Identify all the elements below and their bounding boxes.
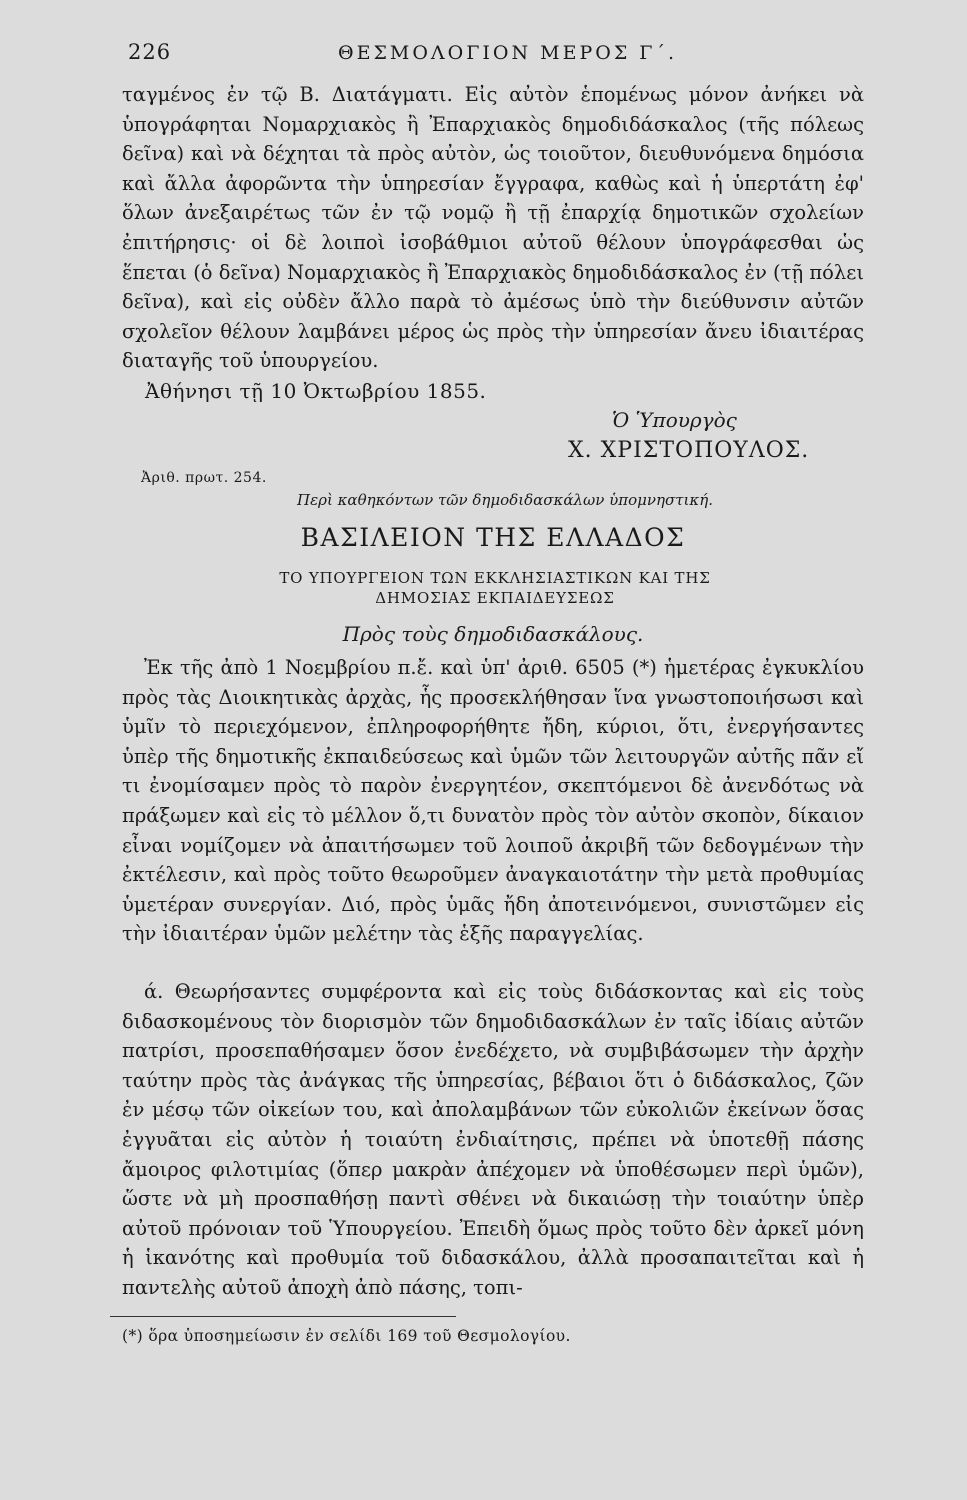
paragraph-continuation: ταγμένος ἐν τῷ Β. Διατάγματι. Εἰς αὐτὸν ἑπομένως μόνον ἀνήκει νὰ ὑπογράφηται Νομαρχιακὸς ἢ Ἐπαρχιακὸς δημοδιδάσκαλος (τῆς πόλεως δεῖνα) καὶ νὰ δέχηται τὰ πρὸς αὐτὸν, ὡς τοιοῦτον, διευθυνόμενα δημόσια καὶ ἄλλα ἀφορῶντα τὴν ὑπηρεσίαν ἔγγραφα, καθὼς καὶ ἡ ὑπερτάτη ἐφ' ὅλων ἀνεξαιρέτως τῶν ἐν τῷ νομῷ ἢ τῇ ἐπαρχίᾳ δημοτικῶν σχολείων ἐπιτήρησις· οἱ δὲ λοιποὶ ἰσοβάθμιοι αὐτοῦ θέλουν ὑπογράφεσθαι ὡς ἕπεται (ὁ δεῖνα) Νομαρχιακὸς ἢ Ἐπαρχιακὸς δημοδιδάσκαλος ἐν (τῇ πόλει δεῖνα), καὶ εἰς οὐδὲν ἄλλο παρὰ τὸ ἀμέσως ὑπὸ τὴν διεύθυνσιν αὐτῶν σχολεῖον θέλουν λαμβάνει μέρος ὡς πρὸς τὴν ὑπηρεσίαν ἄνευ ἰδιαιτέρας διαταγῆς τοῦ ὑπουργείου. — [122, 83, 864, 373]
dateline: Ἀθήνησι τῇ 10 Ὀκτωβρίου 1855. — [145, 379, 487, 403]
footnote: (*) ὅρα ὑποσημείωσιν ἐν σελίδι 169 τοῦ Θεσμολογίου. — [122, 1327, 571, 1345]
page-header — [128, 40, 868, 80]
signature-role: Ὁ Ὑπουργὸς — [612, 408, 737, 432]
page-number: 226 — [128, 40, 172, 64]
signature-name: Χ. ΧΡΙΣΤΟΠΟΥΛΟΣ. — [568, 438, 810, 463]
document-subject: Περὶ καθηκόντων τῶν δημοδιδασκάλων ὑπομνηστική. — [297, 491, 713, 509]
paragraph-circular-intro: Ἐκ τῆς ἀπὸ 1 Νοεμβρίου π.ἔ. καὶ ὑπ' ἀριθ. 6505 (*) ἡμετέρας ἐγκυκλίου πρὸς τὰς Διοικητικὰς ἀρχὰς, ἧς προσεκλήθησαν ἵνα γνωστοποιήσωσι καὶ ὑμῖν τὸ περιεχόμενον, ἐπληροφορήθητε ἤδη, κύριοι, ὅτι, ἐνεργήσαντες ὑπὲρ τῆς δημοτικῆς ἐκπαιδεύσεως καὶ ὑμῶν τῶν λειτουργῶν αὐτῆς πᾶν εἴ τι ἐνομίσαμεν πρὸς τὸ παρὸν ἐνεργητέον, σκεπτόμενοι δὲ ἀνενδότως νὰ πράξωμεν καὶ εἰς τὸ μέλλον ὅ,τι δυνατὸν πρὸς τὸν αὐτὸν σκοπὸν, δίκαιον εἶναι νομίζομεν νὰ ἀπαιτήσωμεν τοῦ λοιποῦ ἀκριβῆ τῶν δεδογμένων τὴν ἐκτέλεσιν, καὶ πρὸς τοῦτο θεωροῦμεν ἀναγκαιοτάτην τὴν μετὰ προθυμίας ὑμετέραν συνεργίαν. Διό, πρὸς ὑμᾶς ἤδη ἀποτεινόμενοι, συνιστῶμεν εἰς τὴν ἰδιαιτέραν ὑμῶν μελέτην τὰς ἑξῆς παραγγελίας. — [122, 656, 864, 946]
protocol-number: Ἀριθ. πρωτ. 254. — [141, 470, 267, 486]
ministry-heading — [150, 568, 840, 608]
ministry-heading-line1: ΤΟ ΥΠΟΥΡΓΕΙΟΝ ΤΩΝ ΕΚΚΛΗΣΙΑΣΤΙΚΩΝ ΚΑΙ ΤΗΣ — [279, 569, 711, 587]
ministry-heading-line2: ΔΗΜΟΣΙΑΣ ΕΚΠΑΙΔΕΥΣΕΩΣ — [375, 589, 615, 607]
running-title: ΘΕΣΜΟΛΟΓΙΟΝ ΜΕΡΟΣ Γ΄. — [338, 42, 678, 64]
paragraph-instruction-a: ά. Θεωρήσαντες συμφέροντα καὶ εἰς τοὺς διδάσκοντας καὶ εἰς τοὺς διδασκομένους τὸν διορισμὸν τῶν δημοδιδασκάλων ἐν ταῖς ἰδίαις αὐτῶν πατρίσι, προσεπαθήσαμεν ὅσον ἐνεδέχετο, νὰ συμβιβάσωμεν τὴν ἀρχὴν ταύτην πρὸς τὰς ἀνάγκας τῆς ὑπηρεσίας, βέβαιοι ὅτι ὁ διδάσκαλος, ζῶν ἐν μέσῳ τῶν οἰκείων του, καὶ ἀπολαμβάνων τῶν εὐκολιῶν ἐκείνων ὅσας ἐγγυᾶται εἰς αὐτὸν ἡ τοιαύτη ἐνδιαίτησις, πρέπει νὰ ὑποτεθῇ πάσης ἄμοιρος φιλοτιμίας (ὅπερ μακρὰν ἀπέχομεν νὰ ὑποθέσωμεν περὶ ὑμῶν), ὥστε νὰ μὴ προσπαθήσῃ παντὶ σθένει νὰ δικαιώσῃ τὴν τοιαύτην ὑπὲρ αὐτοῦ πρόνοιαν τοῦ Ὑπουργείου. Ἐπειδὴ ὅμως πρὸς τοῦτο δὲν ἀρκεῖ μόνη ἡ ἱκανότης καὶ προθυμία τοῦ διδασκάλου, ἀλλὰ προσαπαιτεῖται καὶ ἡ παντελὴς αὐτοῦ ἀποχὴ ἀπὸ πάσης, τοπι- — [122, 980, 864, 1299]
kingdom-heading: ΒΑΣΙΛΕΙΟΝ ΤΗΣ ΕΛΛΑΔΟΣ — [300, 523, 686, 552]
addressee: Πρὸς τοὺς δημοδιδασκάλους. — [342, 622, 644, 646]
footnote-divider — [110, 1316, 456, 1317]
